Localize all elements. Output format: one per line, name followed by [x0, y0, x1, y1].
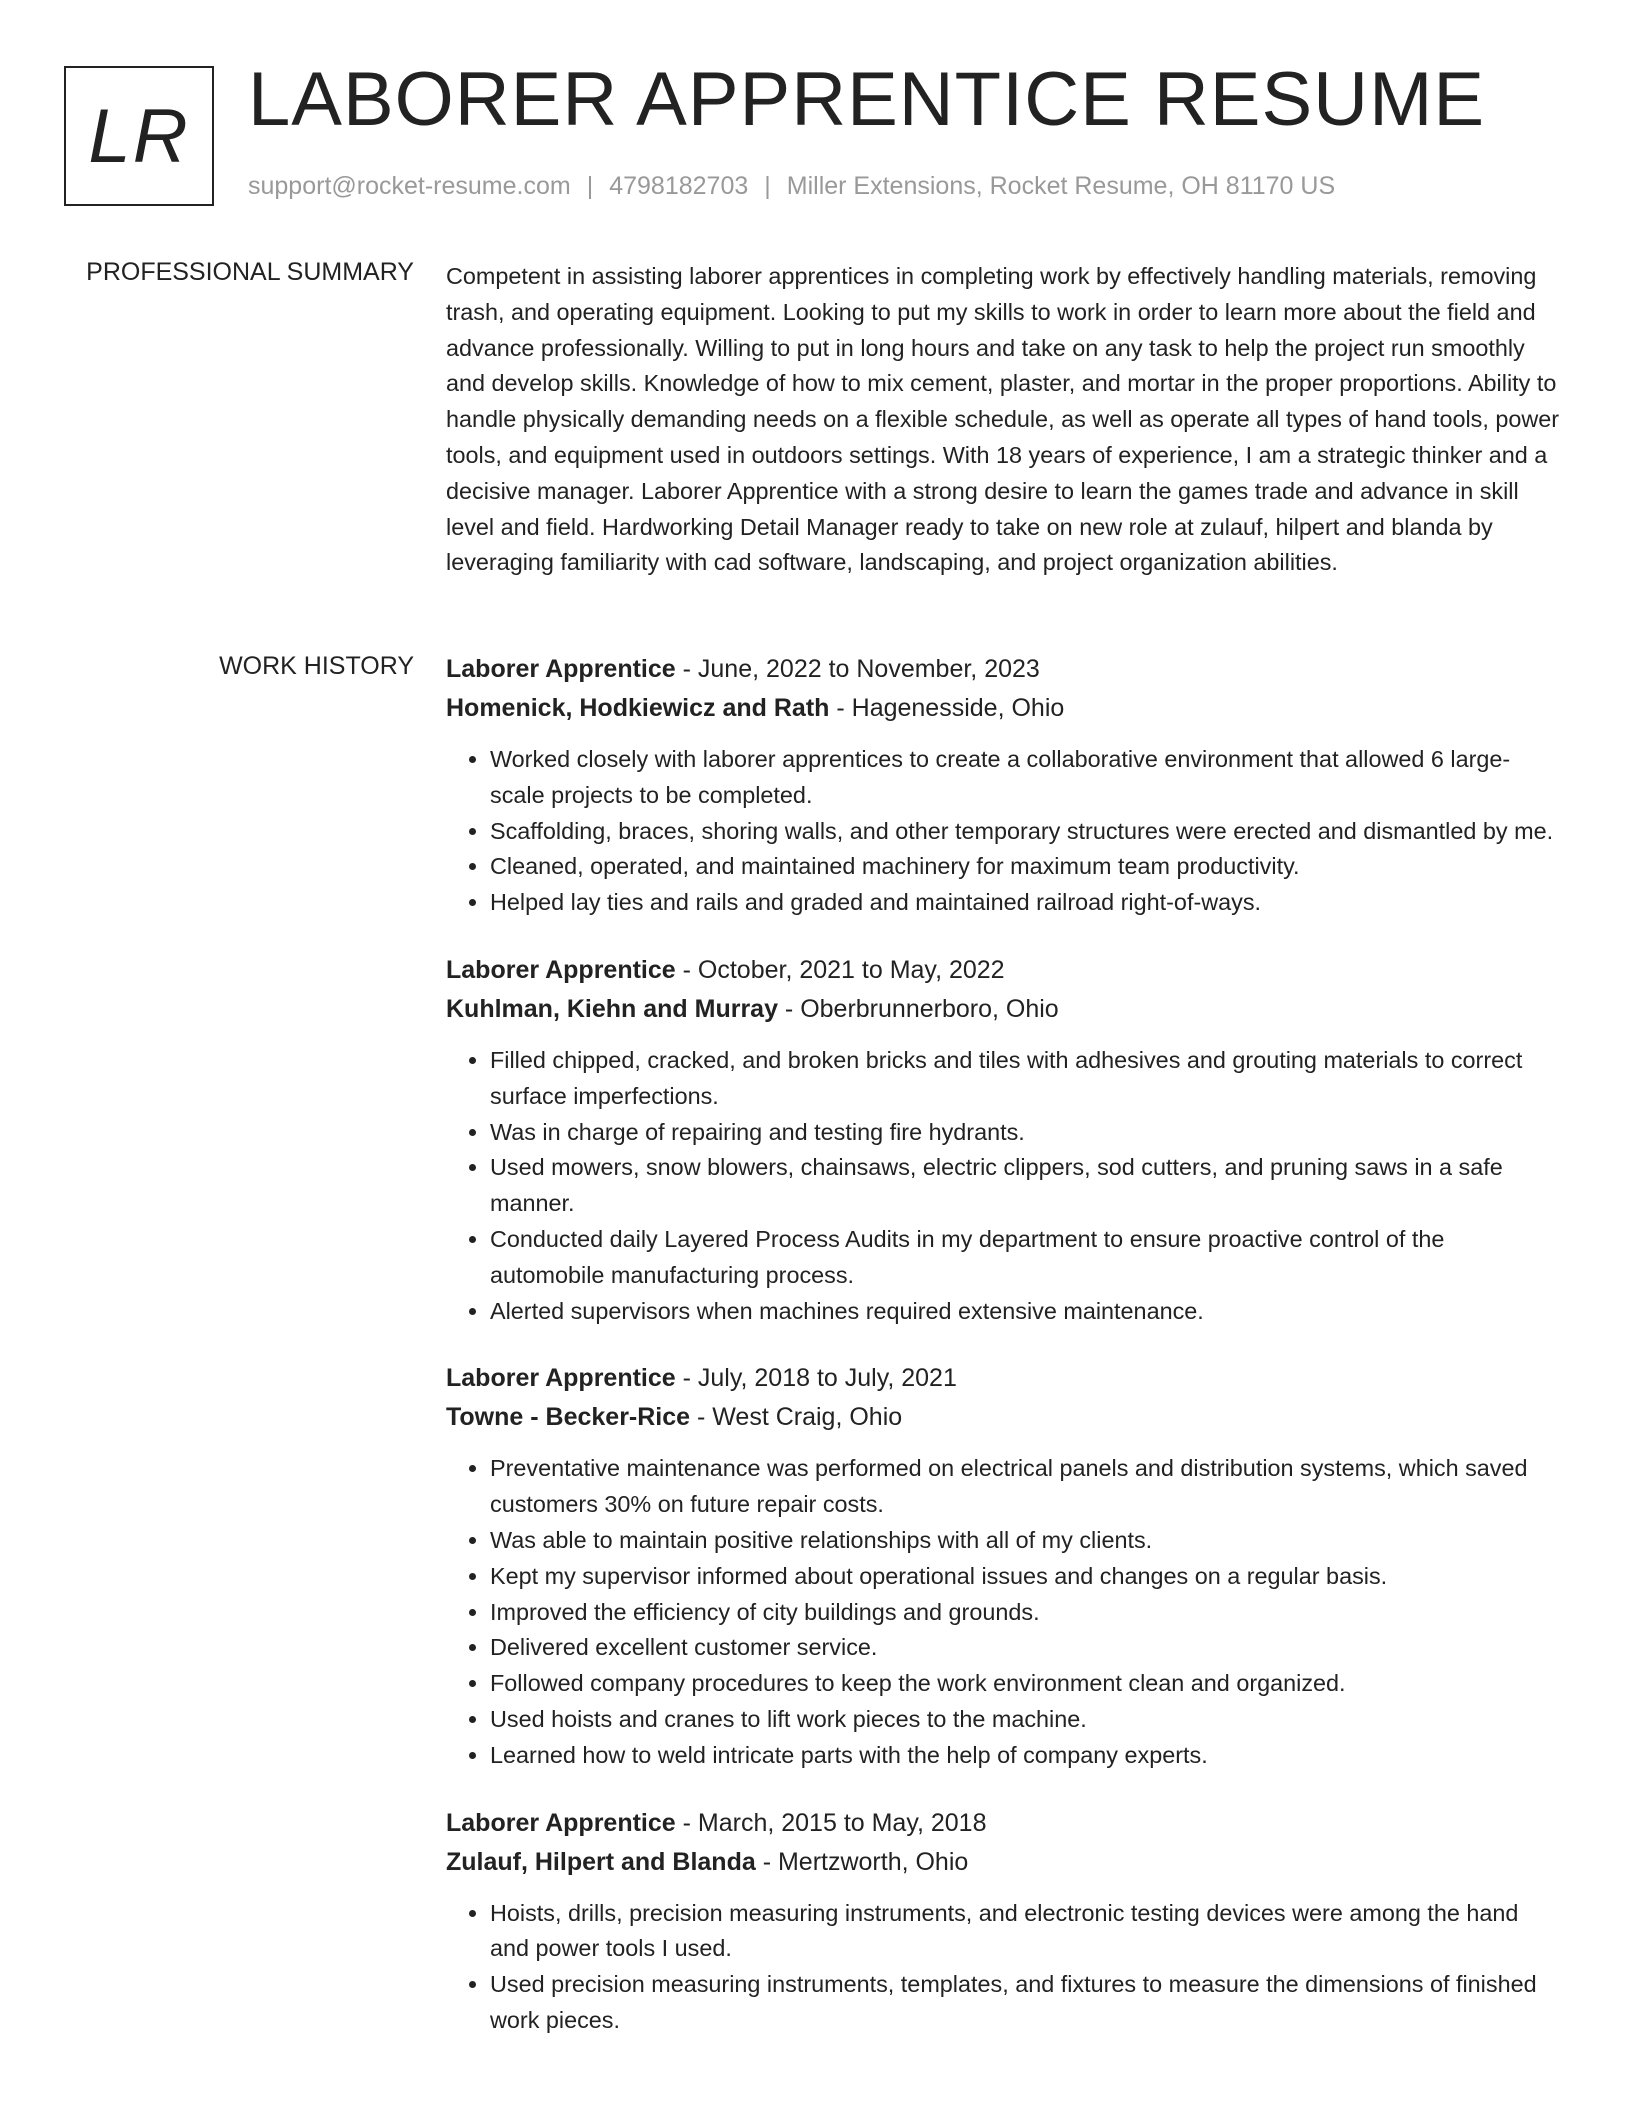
job-bullet: • Followed company procedures to keep the work environment clean and organized. [490, 1666, 1562, 1702]
job-title: Laborer Apprentice [446, 1808, 676, 1837]
job-bullet: • Conducted daily Layered Process Audits in my department to ensure proactive control of the automobile manufacturing process. [490, 1222, 1562, 1294]
job-dates: - July, 2018 to July, 2021 [675, 1364, 957, 1393]
job-bullet: • Improved the efficiency of city buildings and grounds. [490, 1595, 1562, 1631]
job-company: Homenick, Hodkiewicz and Rath [446, 694, 830, 722]
contact-line [248, 172, 1335, 201]
contact-email: support@rocket-resume.com [248, 172, 571, 200]
job-bullet: • Used hoists and cranes to lift work pieces to the machine. [490, 1702, 1562, 1738]
job-title-line [446, 1804, 1562, 1843]
job-company: Kuhlman, Kiehn and Murray [446, 994, 778, 1023]
job-bullet: • Learned how to weld intricate parts with the help of company experts. [490, 1738, 1562, 1774]
job-bullet: • Helped lay ties and rails and graded and maintained railroad right-of-ways. [490, 885, 1562, 921]
work-history-heading: WORK HISTORY [219, 652, 414, 680]
contact-separator: | [764, 172, 771, 200]
job-title-line [446, 1359, 1562, 1398]
job-location: - Hagenesside, Ohio [829, 694, 1065, 722]
job-entry [446, 1804, 1562, 2039]
job-company-line [446, 689, 1562, 728]
job-bullet: • Preventative maintenance was performed on electrical panels and distribution systems, which saved customers 30% on future repair costs. [490, 1451, 1562, 1523]
job-title: Laborer Apprentice [446, 655, 676, 683]
job-location: - Mertzworth, Ohio [755, 1847, 969, 1876]
job-entry [446, 1359, 1562, 1773]
page-title: LABORER APPRENTICE RESUME [248, 57, 1486, 142]
job-dates: - March, 2015 to May, 2018 [675, 1808, 987, 1837]
job-company-line [446, 990, 1562, 1029]
summary-heading: PROFESSIONAL SUMMARY [86, 258, 414, 286]
summary-body [446, 259, 1562, 581]
job-title: Laborer Apprentice [446, 955, 676, 984]
job-bullet: • Used precision measuring instruments, templates, and fixtures to measure the dimensions of finished work pieces. [490, 1967, 1562, 2039]
job-dates: - October, 2021 to May, 2022 [675, 955, 1005, 984]
job-bullets [446, 742, 1562, 921]
job-bullet: • Delivered excellent customer service. [490, 1630, 1562, 1666]
job-title: Laborer Apprentice [446, 1364, 676, 1393]
summary-text: Competent in assisting laborer apprentices in completing work by effectively handling materials, removing trash, and operating equipment. Looking to put my skills to work in order to learn more about the field and advance professionally. Willing to put in long hours and take on any task to help the project run smoothly and develop skills. Knowledge of how to mix cement, plaster, and mortar in the proper proportions. Ability to handle physically demanding needs on a flexible schedule, as well as operate all types of hand tools, power tools, and equipment used in outdoors settings. With 18 years of experience, I am a strategic thinker and a decisive manager. Laborer Apprentice with a strong desire to learn the games trade and advance in skill level and field. Hardworking Detail Manager ready to take on new role at zulauf, hilpert and blanda by leveraging familiarity with cad software, landscaping, and project organization abilities. [446, 263, 1560, 576]
job-title-line [446, 951, 1562, 990]
job-bullet: • Alerted supervisors when machines required extensive maintenance. [490, 1294, 1562, 1330]
job-company-line [446, 1843, 1562, 1882]
contact-address: Miller Extensions, Rocket Resume, OH 81170 US [786, 172, 1336, 200]
monogram-logo: LR [64, 66, 214, 206]
job-bullet: • Used mowers, snow blowers, chainsaws, electric clippers, sod cutters, and pruning saws in a safe manner. [490, 1150, 1562, 1222]
job-bullet: • Kept my supervisor informed about operational issues and changes on a regular basis. [490, 1559, 1562, 1595]
work-history-body [446, 650, 1562, 2069]
job-bullets [446, 1451, 1562, 1773]
job-bullet: • Hoists, drills, precision measuring instruments, and electronic testing devices were among the hand and power tools I used. [490, 1896, 1562, 1968]
job-bullets [446, 1043, 1562, 1329]
contact-separator: | [586, 172, 594, 200]
job-company-line [446, 1398, 1562, 1437]
job-entry [446, 951, 1562, 1329]
job-location: - West Craig, Ohio [690, 1403, 903, 1432]
job-entry [446, 650, 1562, 921]
job-bullet: • Filled chipped, cracked, and broken bricks and tiles with adhesives and grouting materials to correct surface imperfections. [490, 1043, 1562, 1115]
contact-phone: 4798182703 [609, 172, 749, 200]
job-bullet: • Was in charge of repairing and testing fire hydrants. [490, 1115, 1562, 1151]
job-bullet: • Cleaned, operated, and maintained machinery for maximum team productivity. [490, 849, 1562, 885]
job-bullets [446, 1896, 1562, 2039]
job-company: Towne - Becker-Rice [446, 1403, 691, 1432]
job-location: - Oberbrunnerboro, Ohio [777, 994, 1059, 1023]
job-bullet: • Scaffolding, braces, shoring walls, and other temporary structures were erected and dismantled by me. [490, 814, 1562, 850]
job-company: Zulauf, Hilpert and Blanda [446, 1847, 756, 1876]
job-bullet: • Was able to maintain positive relationships with all of my clients. [490, 1523, 1562, 1559]
job-dates: - June, 2022 to November, 2023 [675, 655, 1040, 683]
job-bullet: • Worked closely with laborer apprentices to create a collaborative environment that allowed 6 large-scale projects to be completed. [490, 742, 1562, 814]
job-title-line [446, 650, 1562, 689]
